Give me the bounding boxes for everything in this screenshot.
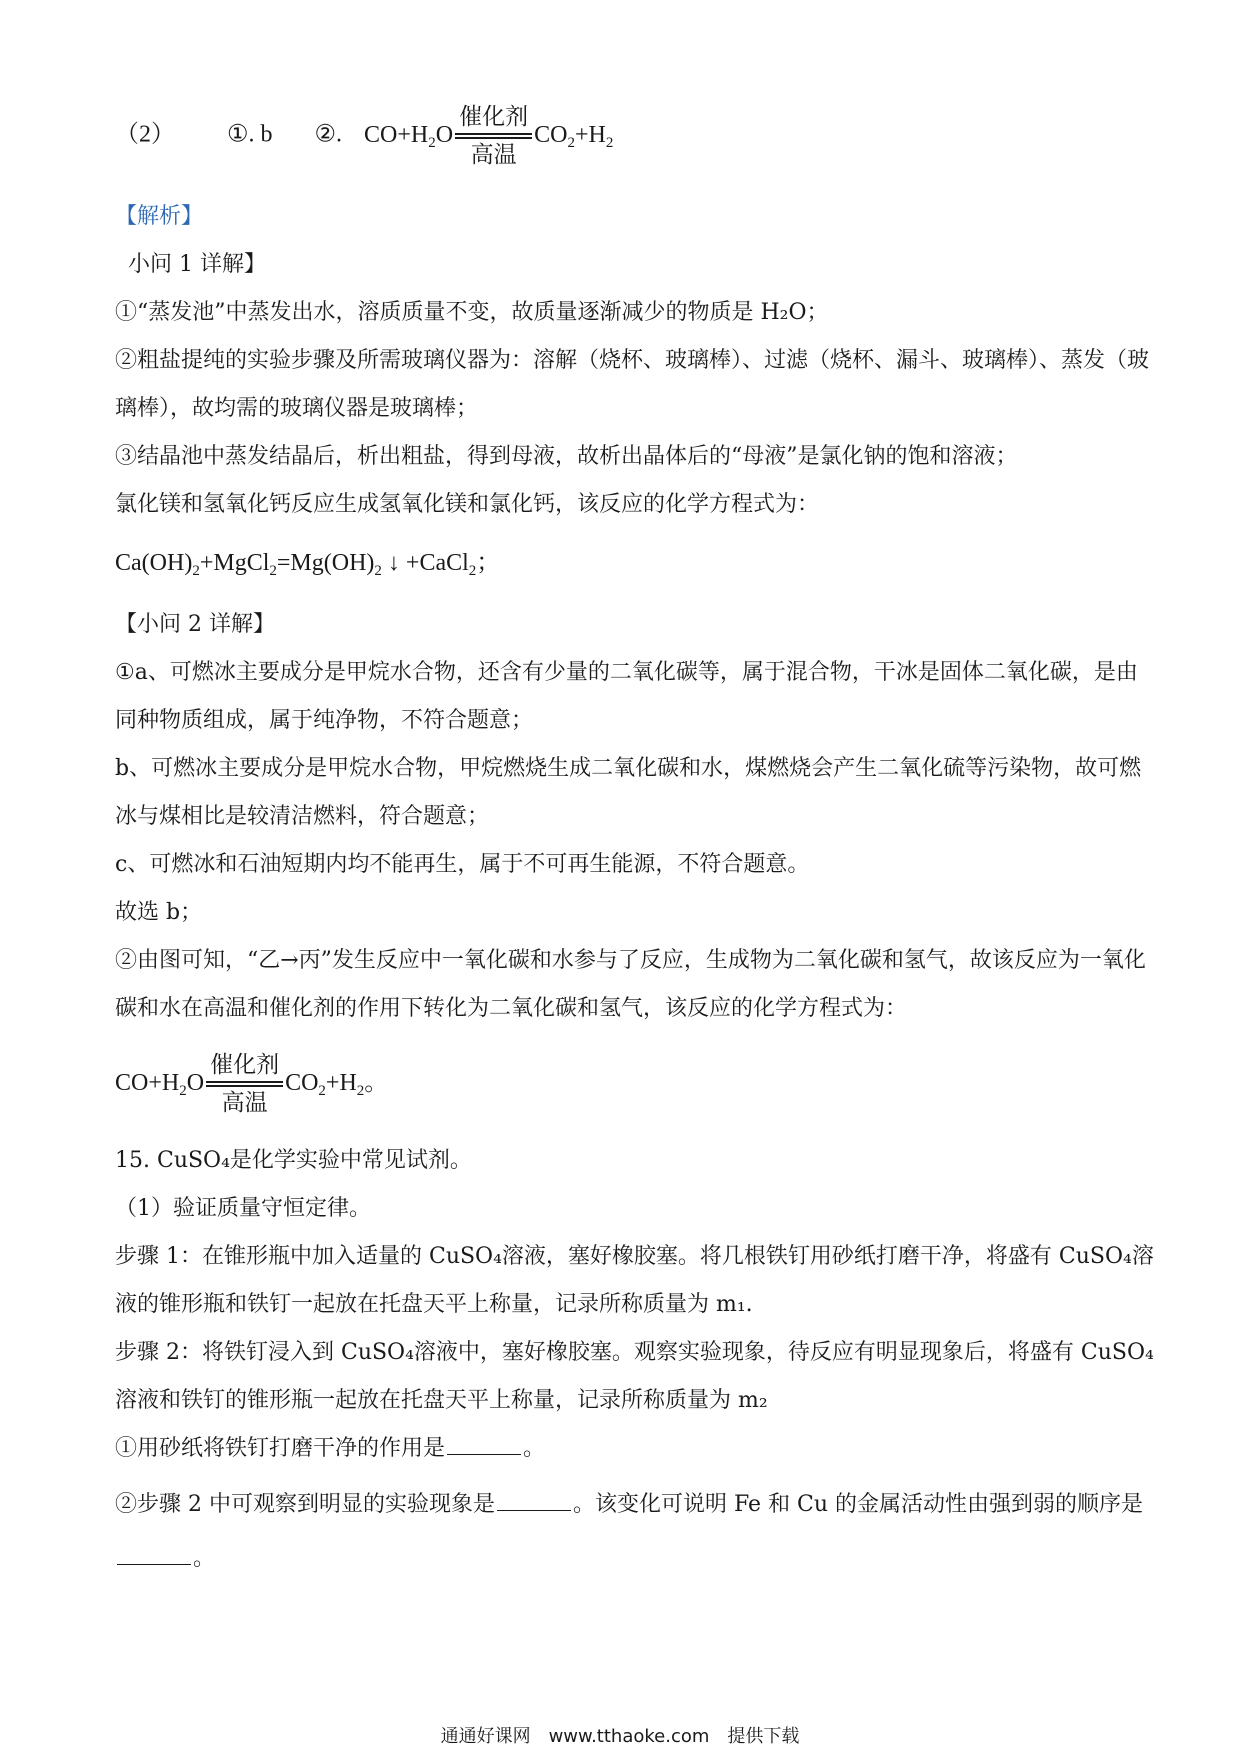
eq-end: 。 [364, 1070, 389, 1096]
eq-part: ； [476, 550, 501, 576]
q1-paragraph-2-line-2: 璃棒），故均需的玻璃仪器是玻璃棒； [115, 396, 479, 421]
step-1-line-1: 步骤 1：在锥形瓶中加入适量的 CuSO₄溶液，塞好橡胶塞。将几根铁钉用砂纸打磨干净，将盛有 CuSO₄溶 [115, 1244, 1154, 1269]
q1-paragraph-1: ①“蒸发池”中蒸发出水，溶质质量不变，故质量逐渐减少的物质是 H₂O； [115, 300, 829, 325]
reaction-condition [206, 1050, 283, 1118]
eq-lhs-sub: 2 [428, 134, 436, 151]
q2-part-2-line-2: 碳和水在高温和催化剂的作用下转化为二氧化碳和氢气，该反应的化学方程式为： [115, 996, 908, 1021]
reaction-arrow-bar [206, 1081, 283, 1087]
q15-part-1: （1）验证质量守恒定律。 [115, 1196, 371, 1221]
step-2-line-1: 步骤 2：将铁钉浸入到 CuSO₄溶液中，塞好橡胶塞。观察实验现象，待反应有明显现象后，将盛有 CuSO₄ [115, 1340, 1154, 1365]
eq-lhs-sub: 2 [179, 1083, 187, 1099]
analysis-heading: 【解析】 [115, 204, 204, 229]
q2-option-b-line-2: 冰与煤相比是较清洁燃料，符合题意； [115, 804, 490, 829]
answer-2-equation [364, 104, 614, 167]
answer-2-item-2: ②. [314, 121, 343, 148]
eq-lhs: CO+H [364, 121, 429, 148]
eq-lhs-end: O [186, 1070, 205, 1096]
catalyst-label: 催化剂 [210, 1052, 280, 1078]
q15-title: 15. CuSO₄是化学实验中常见试剂。 [115, 1148, 472, 1173]
eq-lhs-end: O [435, 121, 454, 148]
q2-option-c: c、可燃冰和石油短期内均不能再生，属于不可再生能源，不符合题意。 [115, 852, 810, 877]
page-footer: 通通好课网 www.tthaoke.com 提供下载 [440, 1726, 800, 1747]
q15-question-b-cont [115, 1544, 1135, 1574]
q2-heading: 【小问 2 详解】 [115, 612, 275, 637]
question-a-text: ①用砂纸将铁钉打磨干净的作用是 [115, 1436, 446, 1461]
eq-rhs1: CO [534, 121, 568, 148]
question-b-text: ②步骤 2 中可观察到明显的实验现象是 [115, 1492, 495, 1517]
answer-blank[interactable] [497, 1490, 571, 1511]
q15-question-b [115, 1490, 1144, 1520]
eq-rhs1-sub: 2 [318, 1083, 326, 1099]
q2-option-a-line-1: ①a、可燃冰主要成分是甲烷水合物，还含有少量的二氧化碳等，属于混合物，干冰是固体二氧化碳，是由 [115, 660, 1138, 685]
question-a-end: 。 [523, 1436, 546, 1461]
eq-rhs2: +H [574, 121, 606, 148]
catalyst-label: 催化剂 [459, 104, 529, 129]
reaction-condition [455, 102, 532, 170]
eq-rhs2-sub: 2 [356, 1083, 365, 1099]
answer-2-line [115, 102, 1135, 167]
eq-rhs1: CO [285, 1070, 319, 1096]
step-2-line-2: 溶液和铁钉的锥形瓶一起放在托盘天平上称量，记录所称质量为 m₂ [115, 1388, 768, 1413]
q2-option-a-line-2: 同种物质组成，属于纯净物，不符合题意； [115, 708, 534, 733]
eq-rhs2: +H [325, 1070, 357, 1096]
eq-sub: 2 [468, 563, 477, 579]
q2-option-b-line-1: b、可燃冰主要成分是甲烷水合物，甲烷燃烧生成二氧化碳和水，煤燃烧会产生二氧化硫等污染物，故可燃 [115, 756, 1142, 781]
eq-sub: 2 [192, 563, 200, 579]
eq-part: =Mg(OH) [276, 550, 375, 576]
answer-blank[interactable] [447, 1434, 521, 1455]
q15-question-a [115, 1434, 1135, 1464]
eq-sub: 2 [269, 563, 277, 579]
q1-paragraph-4: 氯化镁和氢氧化钙反应生成氢氧化镁和氯化钙，该反应的化学方程式为： [115, 492, 820, 517]
q2-equation [115, 1048, 1135, 1118]
q1-paragraph-3: ③结晶池中蒸发结晶后，析出粗盐，得到母液，故析出晶体后的“母液”是氯化钠的饱和溶液； [115, 444, 1018, 469]
answer-blank[interactable] [117, 1544, 191, 1565]
question-b-text-2: 。该变化可说明 Fe 和 Cu 的金属活动性由强到弱的顺序是 [573, 1492, 1144, 1517]
condition-label: 高温 [470, 142, 517, 167]
q2-part-2-line-1: ②由图可知，“乙→丙”发生反应中一氧化碳和水参与了反应，生成物为二氧化碳和氢气，故该反应为一氧化 [115, 948, 1146, 973]
step-1-line-2: 液的锥形瓶和铁钉一起放在托盘天平上称量，记录所称质量为 m₁. [115, 1292, 753, 1317]
eq-part: Ca(OH) [115, 550, 193, 576]
condition-label: 高温 [221, 1090, 268, 1116]
q1-heading: 小问 1 详解】 [128, 252, 266, 277]
eq-part: ↓ +CaCl [381, 550, 469, 576]
reaction-arrow-bar [455, 133, 532, 139]
q2-choice: 故选 b； [115, 900, 203, 925]
question-b-end: 。 [193, 1546, 216, 1571]
eq-lhs: CO+H [115, 1070, 180, 1096]
eq-rhs2-sub: 2 [605, 134, 614, 151]
q1-paragraph-2-line-1: ②粗盐提纯的实验步骤及所需玻璃仪器为：溶解（烧杯、玻璃棒）、过滤（烧杯、漏斗、玻璃棒）、蒸发（玻 [115, 348, 1150, 373]
eq-rhs1-sub: 2 [567, 134, 575, 151]
eq-sub: 2 [374, 563, 382, 579]
answer-2-choice: ①. b [227, 121, 273, 148]
q1-equation [115, 548, 1135, 584]
eq-part: +MgCl [199, 550, 270, 576]
answer-2-label: （2） [115, 121, 175, 148]
